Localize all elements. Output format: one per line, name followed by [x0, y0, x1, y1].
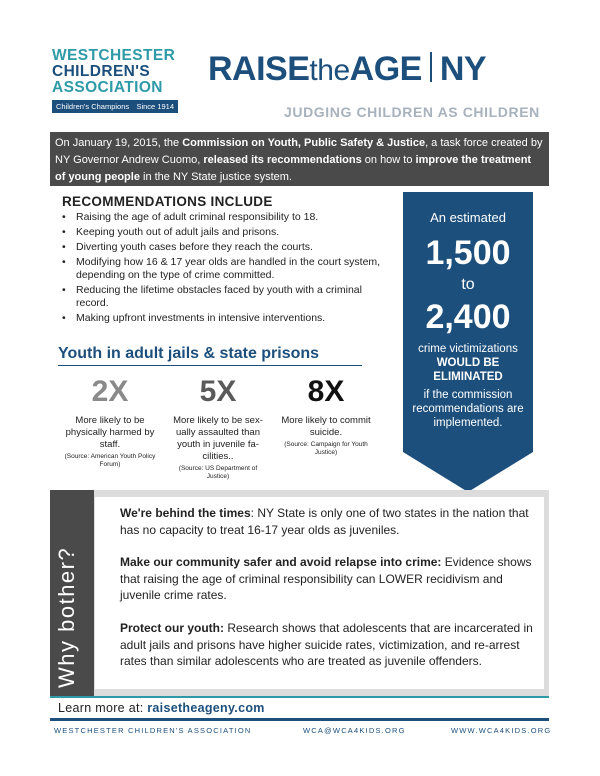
victimization-callout: [403, 192, 533, 452]
stat-value: 2X: [91, 375, 129, 408]
intro-text-3: on how to: [361, 154, 416, 166]
learn-more-divider: [50, 696, 549, 698]
footer-email-link[interactable]: WCA@WCA4KIDS.ORG: [303, 726, 406, 735]
intro-text-1: On January 19, 2015, the: [55, 137, 183, 149]
stat-suicide: [276, 373, 376, 457]
why-reason-text: Research shows that adolescents that are incarcerated in adult jails and prisons have higher suicide rates, victimization, and re-arrest rates than similar adolescents who are treated as juvenile offenders.: [120, 621, 533, 668]
stat-harmed: [60, 373, 160, 469]
title-ny: NY: [439, 50, 487, 88]
recommendations-heading: RECOMMENDATIONS INCLUDE: [62, 194, 273, 209]
intro-text-4: in the NY State justice system.: [139, 171, 292, 183]
logo-tagline: [52, 100, 178, 113]
stat-description: More likely to be sexually assaulted than youth in juvenile facilities..: [173, 415, 263, 462]
recommendation-item: • Keeping youth out of adult jails and prisons.: [60, 226, 395, 239]
callout-line-1: crime victimizations: [418, 343, 518, 355]
learn-more-prefix: Learn more at:: [58, 701, 148, 715]
callout-high-number: 2,400: [425, 298, 511, 336]
intro-bold-3: improve the treatment of young people: [55, 154, 532, 183]
stat-source: (Source: Campaign for Youth Justice): [284, 441, 368, 456]
learn-more: [58, 701, 265, 715]
stat-description: More likely to be physically harmed by staff.: [65, 415, 155, 450]
stat-value: 5X: [199, 375, 237, 408]
why-bother-label: Why bother?: [54, 546, 79, 688]
why-reason-text: : NY State is only one of two states in the nation that has no capacity to treat 16-17 year olds as juveniles.: [120, 506, 529, 537]
stat-description: More likely to commit suicide.: [281, 415, 371, 438]
page-title: [208, 50, 486, 89]
youth-heading: Youth in adult jails & state prisons: [58, 345, 320, 362]
why-reason-title: Make our community safer and avoid relapse into crime:: [120, 555, 442, 569]
learn-more-link[interactable]: raisetheageny.com: [147, 701, 265, 715]
wca-logo: [52, 48, 180, 113]
recommendation-item: • Modifying how 16 & 17 year olds are handled in the court system, depending on the type of crime committed.: [60, 256, 395, 282]
why-reason-title: We're behind the times: [120, 506, 251, 520]
intro-bold-1: Commission on Youth, Public Safety & Justice: [182, 137, 426, 149]
stat-assaulted: [168, 373, 268, 481]
intro-banner: [50, 132, 549, 186]
title-raise: RAISE: [208, 50, 310, 88]
recommendation-item: • Reducing the lifetime obstacles faced by youth with a criminal record.: [60, 284, 395, 310]
recommendation-item: • Raising the age of adult criminal responsibility to 18.: [60, 211, 395, 224]
callout-to: to: [461, 276, 475, 293]
why-reason-title: Protect our youth:: [120, 621, 224, 635]
callout-arrow-tip: [403, 452, 533, 492]
intro-text-2: , a task force created by NY Governor Andrew Cuomo,: [55, 137, 543, 166]
title-age: AGE: [349, 50, 422, 88]
recommendations-list: [60, 211, 395, 327]
stat-source: (Source: US Department of Justice): [178, 465, 258, 480]
callout-line-2: WOULD BE ELIMINATED: [433, 357, 503, 383]
why-reason: [120, 505, 540, 538]
logo-line-2: CHILDREN'S: [52, 63, 151, 80]
why-reason: [120, 554, 540, 604]
stat-source: (Source: American Youth Policy Forum): [64, 453, 156, 468]
logo-line-3: ASSOCIATION: [52, 79, 163, 96]
callout-line-3: if the commission recommendations are implemented.: [412, 389, 524, 429]
footer-divider: [50, 718, 549, 721]
callout-estimated: An estimated: [430, 210, 506, 225]
title-the: the: [309, 54, 350, 87]
intro-bold-2: released its recommendations: [203, 154, 362, 166]
recommendation-item: • Making upfront investments in intensive interventions.: [60, 312, 395, 325]
title-divider: [430, 52, 432, 82]
recommendation-item: • Diverting youth cases before they reach the courts.: [60, 241, 395, 254]
stat-value: 8X: [307, 375, 345, 408]
logo-line-1: WESTCHESTER: [52, 47, 176, 64]
logo-tagline-right: Since 1914: [136, 102, 174, 111]
page-subtitle: JUDGING CHILDREN AS CHILDREN: [284, 104, 540, 120]
footer-web-link[interactable]: WWW.WCA4KIDS.ORG: [451, 726, 552, 735]
youth-divider: [58, 365, 362, 366]
footer-org: WESTCHESTER CHILDREN'S ASSOCIATION: [54, 726, 252, 735]
why-reason-text: Evidence shows that raising the age of criminal responsibility can LOWER recidivism and juvenile crime rates.: [120, 555, 532, 602]
logo-tagline-left: Children's Champions: [56, 102, 130, 111]
callout-low-number: 1,500: [425, 234, 511, 272]
why-reason: [120, 620, 540, 670]
